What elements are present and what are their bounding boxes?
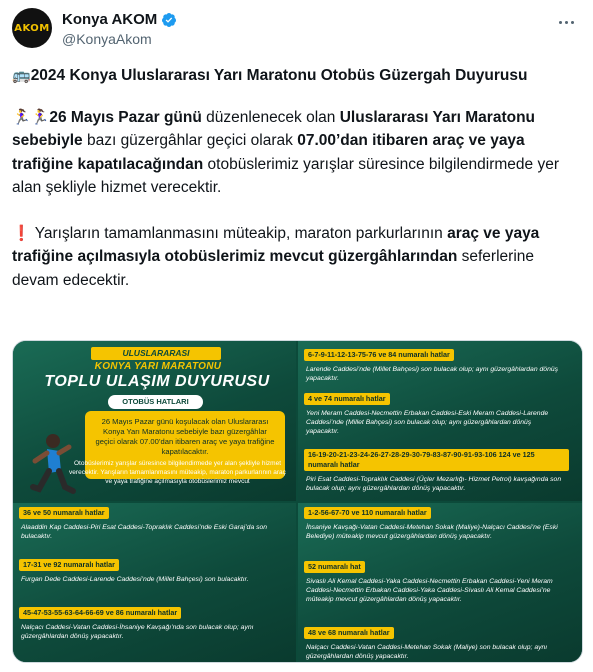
p1-text-c: otobüslerimiz yarışlar süresince bilgilendirmede yer alan şekliyle hizmet verecektir. xyxy=(12,155,559,196)
tweet-title-text: 2024 Konya Uluslararası Yarı Maratonu Otobüs Güzergah Duyurusu xyxy=(30,67,528,84)
p1-text-b: bazı güzergâhlar geçici olarak xyxy=(82,132,298,149)
avatar-logo-text: AKOM xyxy=(14,22,50,34)
route-header: 6-7-9-11-12-13-75-76 ve 84 numaralı hatlar xyxy=(304,349,454,361)
more-dot xyxy=(565,21,568,24)
bus-emoji: 🚌 xyxy=(12,67,31,84)
media-banner-uluslararasi: ULUSLARARASI xyxy=(91,347,221,360)
media-banner-bus-lines: OTOBÜS HATLARI xyxy=(108,395,203,409)
p1-date: 26 Mayıs Pazar günü xyxy=(49,108,202,126)
route-header: 17-31 ve 92 numaralı hatlar xyxy=(19,559,119,571)
media-sub-text: Otobüslerimiz yarışlar süresince bilgilendirmede yer alan şekliyle hizmet verecektir. Yarışların tamamlanmasını müteakip, maraton parkurlarının araç ve yaya trafiğine açılmasıyla otobüslerimiz mevcut xyxy=(69,460,286,485)
route-text: Sivaslı Ali Kemal Caddesi-Yaka Caddesi-Necmettin Erbakan Caddesi-Yeni Meram Caddesi-Necmettin Erbakan Caddesi-Yaka Caddesi-Sivaslı Ali Kemal Caddesi’ne müteakip mevcut güzergâhlardan dönüş yapacaktır. xyxy=(306,578,553,603)
author-name-row xyxy=(62,11,177,28)
route-header: 45-47-53-55-63-64-66-69 ve 86 numaralı hatlar xyxy=(19,607,181,619)
runner-emoji: 🏃‍♀️🏃‍♀️ xyxy=(12,108,50,126)
p1-text-a: düzenlenecek olan xyxy=(201,108,340,126)
media-image-2[interactable] xyxy=(298,341,583,501)
route-text: Furgan Dede Caddesi-Larende Caddesi’nde (Millet Bahçesi) son bulacaktır. xyxy=(21,576,249,583)
route-header: 16-19-20-21-23-24-26-27-28-29-30-79-83-87-90-91-93-106 124 ve 125 numaralı hatlar xyxy=(304,449,569,471)
tweet-media-grid[interactable] xyxy=(12,340,583,663)
route-text: Nalçacı Caddesi-Vatan Caddesi-İhsaniye Kavşağı’nda son bulacak olup; aynı güzergâhlardan dönüş yapacaktır. xyxy=(21,624,254,640)
media-announcement-card: 26 Mayıs Pazar günü koşulacak olan Uluslararası Konya Yarı Maratonu sebebiyle bazı güzergâhlar geçici olarak 07.00’dan itibaren araç ve yaya trafiğine kapatılacaktır. xyxy=(85,411,285,479)
route-text: Nalçacı Caddesi-Vatan Caddesi-Metehan Sokak (Maliye) son bulacak olup; aynı güzergâhlardan dönüş yapacaktır. xyxy=(306,644,548,660)
route-text: Yeni Meram Caddesi-Necmettin Erbakan Caddesi-Eski Meram Caddesi-Larende Caddesi’nde (Millet Bahçesi) son bulacak olup; aynı güzergâhlardan dönüş yapacaktır. xyxy=(306,410,549,435)
p2-bold: araç ve yaya trafiğine açılmasıyla otobüslerimiz mevcut güzergâhlarından xyxy=(12,224,540,265)
tweet-paragraph-1 xyxy=(12,106,582,200)
p2-text-c: seferlerine devam edecektir. xyxy=(12,248,535,289)
exclamation-emoji: ❗ xyxy=(12,224,31,242)
route-header: 36 ve 50 numaralı hatlar xyxy=(19,507,109,519)
route-header: 4 ve 74 numaralı hatlar xyxy=(304,393,390,405)
p2-text-a: Yarışların tamamlanmasını müteakip, maraton parkurlarının xyxy=(30,224,448,242)
tweet-title xyxy=(12,64,582,88)
tweet-body xyxy=(12,64,582,292)
author-handle[interactable]: @KonyaAkom xyxy=(62,31,152,47)
route-text: Alaaddin Kap Caddesi-Piri Esat Caddesi-Topraklık Caddesi’nde Eski Garaj’da son bulacaktır. xyxy=(21,524,268,540)
media-image-4[interactable] xyxy=(298,503,583,663)
p1-event: Uluslararası Yarı Maratonu sebebiyle xyxy=(12,108,536,149)
author-display-name[interactable]: Konya AKOM xyxy=(62,11,158,28)
p1-time: 07.00’dan itibaren araç ve yaya trafiğine kapatılacağından xyxy=(12,132,525,173)
more-options-button[interactable] xyxy=(554,12,578,32)
tweet-header xyxy=(12,8,582,52)
media-banner-marathon: KONYA YARI MARATONU xyxy=(94,361,222,372)
route-header: 48 ve 68 numaralı hatlar xyxy=(304,627,394,639)
media-image-3[interactable] xyxy=(13,503,296,663)
route-text: Piri Esat Caddesi-Topraklık Caddesi (Üçler Mezarlığı- Hizmet Petrol) kavşağında son bulacak olup; aynı güzergâhlardan dönüş yapacaktır. xyxy=(306,476,562,492)
avatar[interactable] xyxy=(12,8,52,48)
route-text: Larende Caddesi’nde (Millet Bahçesi) son bulacak olup; aynı güzergâhlardan dönüş yapacaktır. xyxy=(306,366,559,382)
tweet-paragraph-2 xyxy=(12,222,582,293)
route-header: 1-2-56-67-70 ve 110 numaralı hatlar xyxy=(304,507,431,519)
route-text: İhsaniye Kavşağı-Vatan Caddesi-Metehan Sokak (Maliye)-Nalçacı Caddesi’ne (Eski Belediye) müteakip mevcut güzergâhlardan dönüş yapacaktır. xyxy=(306,524,558,540)
media-banner-title: TOPLU ULAŞIM DUYURUSU xyxy=(44,373,270,390)
more-dot xyxy=(571,21,574,24)
more-dots-icon xyxy=(559,21,562,24)
route-header: 52 numaralı hat xyxy=(304,561,365,573)
verified-badge-icon xyxy=(161,12,177,28)
media-image-1[interactable] xyxy=(13,341,296,501)
